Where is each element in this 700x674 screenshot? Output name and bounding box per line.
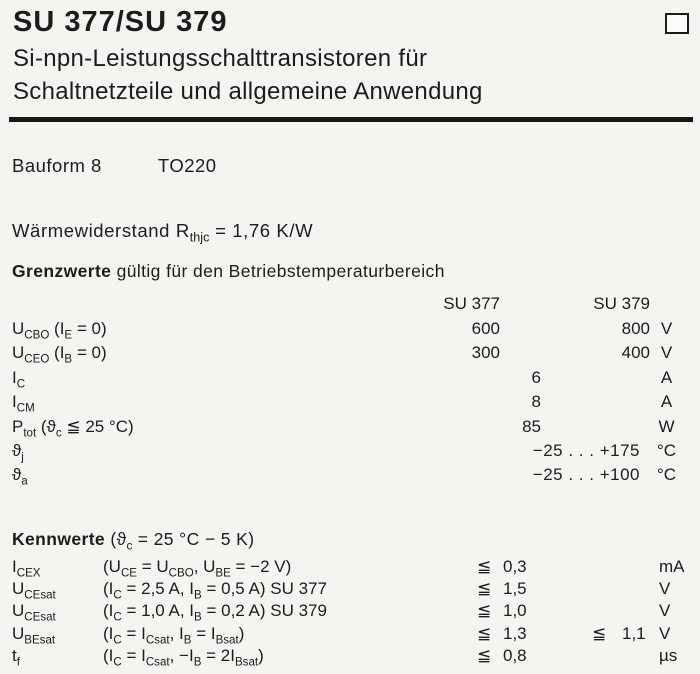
table-row [12, 366, 683, 390]
unit-cell: °C [656, 440, 677, 460]
limit-cell [465, 556, 560, 578]
condition-cell: ($I_C = 2,5$ A, $I_B = 0,5$ A) SU 377 [103, 579, 327, 602]
table-row [12, 341, 683, 365]
grenzwerte-heading-rest: gültig für den Betriebstemperaturbereich [111, 261, 445, 281]
limit-cell-2 [560, 600, 645, 622]
limit-cell [465, 600, 560, 622]
condition-cell: ($I_C = 1,0$ A, $I_B = 0,2$ A) SU 379 [103, 601, 327, 624]
limit-cell-2 [560, 623, 645, 645]
unit-cell: °C [656, 465, 677, 485]
table-row [12, 439, 683, 463]
condition-cell: ($I_C = I_{Csat}$, $-I_B = 2I_{Bsat}$) [103, 645, 264, 669]
grenzwerte-heading [12, 261, 445, 282]
condition-cell: ($U_{CE} = U_{CBO}$, $U_{BE} = -2$ V) [103, 557, 292, 580]
bauform-label: Bauform 8 [12, 155, 102, 176]
value-cell: 6 [531, 367, 541, 387]
relation-symbol: ≦ [477, 579, 492, 599]
range-cell: −25 . . . +175 [532, 440, 640, 460]
unit-cell: µs [659, 645, 678, 665]
value-su379-cell: 800 [621, 319, 650, 338]
symbol-cell: $U_{CEsat}$ [12, 601, 56, 624]
subtitle-line-2: Schaltnetzteile und allgemeine Anwendung [13, 78, 483, 105]
value-cell: 85 [522, 416, 541, 436]
corner-square-icon [665, 13, 689, 34]
symbol-cell: $U_{BEsat}$ [12, 623, 56, 646]
range-cell: −25 . . . +100 [532, 465, 640, 485]
limit-cell-2 [560, 645, 645, 667]
table-row [12, 556, 683, 578]
package-type: TO220 [157, 155, 217, 176]
table-row [12, 415, 683, 439]
limit-cell [465, 645, 560, 667]
relation-symbol: ≦ [477, 645, 492, 665]
table-row [12, 645, 683, 667]
unit-cell: V [660, 343, 673, 363]
kennwerte-heading-rest: ($ϑ_c = 25$ °C − 5 K) [105, 529, 255, 553]
page-title: SU 377/SU 379 [13, 6, 228, 38]
value-cell: 8 [531, 392, 541, 412]
value-su377-cell: 300 [471, 343, 500, 363]
condition-cell: ($I_C = I_{Csat}$, $I_B = I_{Bsat}$) [103, 623, 245, 646]
unit-cell: mA [659, 557, 685, 576]
limit-value: 1,3 [503, 623, 527, 643]
table-row [12, 623, 683, 645]
unit-cell: V [659, 579, 671, 599]
unit-cell: W [658, 416, 675, 436]
limit-cell [465, 623, 560, 645]
limit-value: 1,1 [622, 623, 646, 643]
kennwerte-heading-bold: Kennwerte [12, 529, 106, 549]
bauform-line [12, 155, 217, 177]
symbol-cell: $ϑ_j$ [12, 440, 24, 464]
table-row [12, 600, 683, 622]
unit-cell: A [660, 392, 673, 412]
relation-symbol: ≦ [592, 623, 607, 643]
relation-symbol: ≦ [477, 601, 492, 621]
limit-value: 1,5 [503, 579, 527, 599]
column-header-su379: SU 379 [593, 294, 650, 313]
limit-cell-2 [560, 578, 645, 600]
table-row [12, 390, 683, 414]
kennwerte-table [12, 556, 683, 667]
relation-symbol: ≦ [477, 623, 492, 643]
limit-cell [465, 578, 560, 600]
symbol-cell: $I_{CM}$ [12, 392, 35, 415]
thermal-resistance-line: Wärmewiderstand $R_{thjc} = 1,76$ K/W [12, 220, 314, 245]
subtitle-line-1: Si-npn-Leistungsschalttransistoren für [13, 45, 428, 72]
value-su377-cell: 600 [471, 319, 500, 338]
symbol-cell: $P_{tot}$ ($ϑ_c$ ≦ 25 °C) [12, 416, 134, 439]
limit-value: 0,3 [503, 557, 527, 576]
symbol-cell: $U_{CEO}$ $(I_B = 0)$ [12, 343, 107, 366]
relation-symbol: ≦ [477, 557, 492, 576]
symbol-cell: $I_C$ [12, 367, 26, 391]
unit-cell: A [660, 367, 673, 387]
symbol-cell: $ϑ_a$ [12, 465, 28, 488]
grenzwerte-table [12, 291, 683, 488]
table-row [12, 463, 683, 487]
table-row [12, 578, 683, 600]
page-subtitle [13, 42, 483, 108]
value-su379-cell: 400 [621, 343, 650, 363]
limit-value: 0,8 [503, 645, 527, 665]
symbol-cell: $t_f$ [12, 645, 20, 669]
table-header-row [12, 291, 683, 317]
symbol-cell: $U_{CBO}$ $(I_E = 0)$ [12, 319, 107, 342]
grenzwerte-heading-bold: Grenzwerte [12, 261, 112, 281]
unit-cell: V [660, 319, 673, 338]
unit-cell: V [659, 601, 671, 621]
symbol-cell: $I_{CEX}$ [12, 557, 41, 580]
unit-cell: V [659, 623, 671, 643]
column-header-su377: SU 377 [443, 294, 500, 313]
symbol-cell: $U_{CEsat}$ [12, 579, 56, 602]
limit-value: 1,0 [503, 601, 527, 621]
kennwerte-heading [12, 529, 255, 553]
table-row [12, 317, 683, 341]
divider-rule [9, 117, 693, 122]
limit-cell-2 [560, 556, 645, 578]
